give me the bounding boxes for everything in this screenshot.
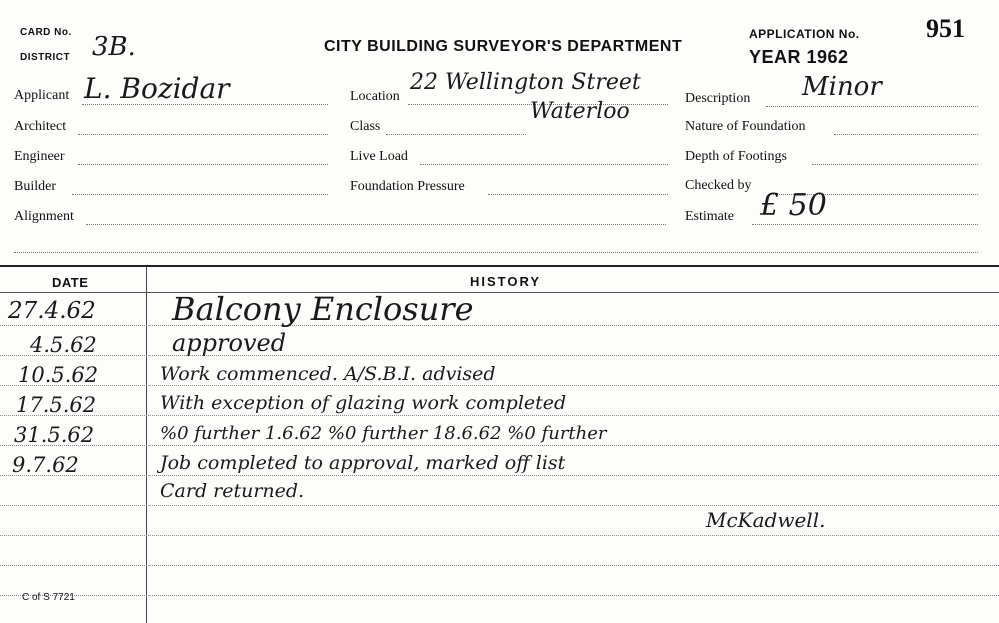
estimate-label: Estimate [685,209,734,224]
form-code: C of S 7721 [22,592,75,603]
district-value: 3B. [92,32,136,62]
history-date: 27.4.62 [8,298,96,324]
ruled-line [0,292,999,293]
applicant-value: L. Bozidar [84,72,230,105]
application-number: 951 [926,14,965,43]
ruled-line [0,535,999,536]
history-entry: With exception of glazing work completed [160,392,567,414]
live-load-label: Live Load [350,149,408,164]
foundation-pressure-label: Foundation Pressure [350,179,465,194]
nature-of-foundation-label: Nature of Foundation [685,119,806,134]
history-date: 17.5.62 [16,393,97,417]
nature-of-foundation-line [834,134,978,135]
history-date: 10.5.62 [18,363,99,387]
builder-line [72,194,328,195]
engineer-line [78,164,328,165]
location-value-suburb: Waterloo [530,99,630,124]
description-line [766,106,978,107]
history-date: 31.5.62 [14,423,95,447]
class-line [386,134,526,135]
signature: McKadwell. [706,508,826,532]
estimate-value: £ 50 [760,188,827,223]
ruled-line [0,445,999,446]
history-entry: Work commenced. A/S.B.I. advised [160,363,496,385]
foundation-pressure-line [488,194,668,195]
depth-of-footings-label: Depth of Footings [685,149,787,164]
ruled-line [0,325,999,326]
ruled-line [0,355,999,356]
year-label: YEAR 1962 [749,47,849,67]
engineer-label: Engineer [14,149,65,164]
ruled-line [0,415,999,416]
checked-by-label: Checked by [685,178,752,193]
section-divider [0,265,999,267]
history-entry: approved [172,329,287,357]
class-label: Class [350,119,381,134]
department-title: CITY BUILDING SURVEYOR'S DEPARTMENT [324,38,683,55]
applicant-label: Applicant [14,88,70,103]
location-label: Location [350,89,400,104]
ruled-line [0,385,999,386]
alignment-line [86,224,666,225]
blank-line [14,252,978,253]
ruled-line [0,475,999,476]
history-entry: Job completed to approval, marked off list [160,452,566,474]
card-no-label: CARD No. [20,27,72,38]
district-label: DISTRICT [20,52,71,63]
ruled-line [0,505,999,506]
architect-label: Architect [14,119,67,134]
date-column-header: DATE [52,275,89,290]
history-entry: Balcony Enclosure [172,290,474,328]
history-column-header: HISTORY [470,274,542,289]
ruled-line [0,565,999,566]
history-entry: Card returned. [160,480,305,502]
depth-of-footings-line [812,164,978,165]
ruled-line [0,595,999,596]
application-label: APPLICATION No. [749,27,860,41]
history-entry: %0 further 1.6.62 %0 further 18.6.62 %0 further [160,423,607,444]
history-date: 4.5.62 [30,333,97,357]
estimate-line [752,224,978,225]
live-load-line [420,164,668,165]
builder-label: Builder [14,179,56,194]
location-value-street: 22 Wellington Street [410,70,641,95]
architect-line [78,134,328,135]
description-label: Description [685,91,751,106]
description-value: Minor [802,72,882,102]
history-date: 9.7.62 [12,453,79,477]
alignment-label: Alignment [14,209,74,224]
